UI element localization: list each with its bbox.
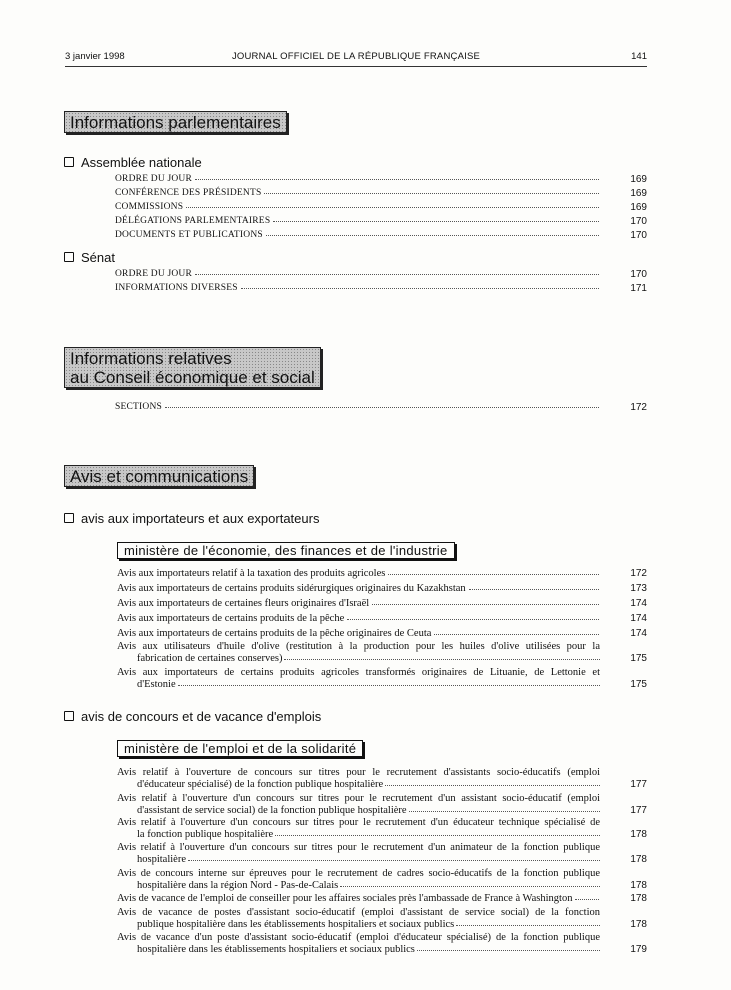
section-box-parlementaires bbox=[64, 111, 287, 133]
toc-row[interactable] bbox=[115, 268, 647, 281]
header-page-number: 141 bbox=[631, 51, 647, 62]
leader-dots bbox=[266, 234, 599, 236]
toc-label-line2-wrap bbox=[117, 854, 600, 866]
toc-page: 174 bbox=[630, 628, 647, 639]
leader-dots bbox=[241, 287, 599, 289]
toc-page: 170 bbox=[630, 269, 647, 280]
toc-label: CONFÉRENCE DES PRÉSIDENTS bbox=[115, 188, 262, 198]
section-box-avis bbox=[64, 465, 254, 487]
toc-label-line2-wrap bbox=[117, 880, 600, 892]
toc-page: 178 bbox=[630, 853, 647, 865]
toc-label-line2: publique hospitalière dans les établissements hospitaliers et sociaux publics bbox=[137, 918, 455, 930]
toc-label: COMMISSIONS bbox=[115, 202, 184, 212]
toc-row[interactable] bbox=[115, 282, 647, 295]
toc-row[interactable] bbox=[117, 627, 647, 640]
toc-page: 178 bbox=[630, 893, 647, 904]
toc-label: INFORMATIONS DIVERSES bbox=[115, 283, 238, 293]
toc-row-multiline[interactable] bbox=[117, 767, 647, 790]
section-box-ces bbox=[64, 347, 321, 388]
toc-row-multiline[interactable] bbox=[117, 793, 647, 816]
toc-label-line2: la fonction publique hospitalière bbox=[137, 828, 274, 840]
toc-page: 178 bbox=[630, 828, 647, 840]
leader-dots bbox=[347, 618, 599, 620]
toc-label-line1: Avis relatif à l'ouverture d'un concours sur titres pour le recrutement d'un animateur de la fonction publique bbox=[117, 842, 600, 853]
toc-page: 179 bbox=[630, 943, 647, 955]
toc-label-line2-wrap bbox=[117, 653, 600, 665]
leader-dots bbox=[340, 885, 600, 887]
toc-label: Avis de vacance de l'emploi de conseiller pour les affaires sociales près l'ambassade de France à Washington bbox=[117, 893, 573, 904]
toc-page: 174 bbox=[630, 598, 647, 609]
toc-label-line2: d'éducateur spécialisé) de la fonction publique hospitalière bbox=[137, 778, 384, 790]
toc-label-line2-wrap bbox=[117, 779, 600, 791]
toc-page: 171 bbox=[630, 283, 647, 294]
toc-page: 175 bbox=[630, 678, 647, 690]
toc-page: 173 bbox=[630, 583, 647, 594]
page-header bbox=[65, 51, 647, 65]
toc-label: Avis aux importateurs de certains produits de la pêche bbox=[117, 613, 345, 624]
toc-label-line2: fabrication de certaines conserves) bbox=[137, 652, 283, 664]
toc-page: 174 bbox=[630, 613, 647, 624]
section-box-title-line2: au Conseil économique et social bbox=[70, 368, 315, 387]
toc-row[interactable] bbox=[115, 229, 647, 242]
toc-label: ORDRE DU JOUR bbox=[115, 269, 193, 279]
heading-label: avis de concours et de vacance d'emplois bbox=[81, 709, 322, 724]
toc-page: 170 bbox=[630, 216, 647, 227]
toc-row[interactable] bbox=[117, 582, 647, 595]
toc-page: 177 bbox=[630, 778, 647, 790]
ministry-box-emploi bbox=[117, 740, 363, 757]
toc-row-multiline[interactable] bbox=[117, 667, 647, 690]
leader-dots bbox=[178, 684, 600, 686]
header-journal-title: JOURNAL OFFICIEL DE LA RÉPUBLIQUE FRANÇAISE bbox=[231, 51, 481, 62]
toc-row[interactable] bbox=[115, 215, 647, 228]
leader-dots bbox=[456, 924, 600, 926]
heading-label: Assemblée nationale bbox=[81, 155, 202, 170]
toc-label-line1: Avis relatif à l'ouverture d'un concours sur titres pour le recrutement d'un éducateur technique spécialisé de bbox=[117, 817, 600, 828]
toc-row[interactable] bbox=[115, 187, 647, 200]
leader-dots bbox=[388, 573, 599, 575]
ministry-label: ministère de l'économie, des finances et de l'industrie bbox=[124, 543, 448, 558]
toc-page: 178 bbox=[630, 918, 647, 930]
heading-importateurs bbox=[64, 511, 319, 527]
toc-label-line2: hospitalière bbox=[137, 853, 186, 865]
checkbox-icon bbox=[64, 252, 74, 262]
toc-row[interactable] bbox=[117, 597, 647, 610]
toc-row[interactable] bbox=[115, 401, 647, 414]
toc-page: 177 bbox=[630, 804, 647, 816]
toc-label-line1: Avis aux utilisateurs d'huile d'olive (restitution à la production pour les huiles d'olive utilisées pour la bbox=[117, 641, 600, 652]
ministry-label: ministère de l'emploi et de la solidarité bbox=[124, 741, 357, 756]
section-box-title: Informations parlementaires bbox=[70, 113, 281, 132]
toc-label-line2: d'assistant de service social) de la fonction publique hospitalière bbox=[137, 804, 407, 816]
toc-row-multiline[interactable] bbox=[117, 817, 647, 840]
heading-label: Sénat bbox=[81, 250, 115, 265]
toc-label-line1: Avis de concours interne sur épreuves pour le recrutement de cadres socio-éducatifs de la fonction publique bbox=[117, 868, 600, 879]
toc-row-multiline[interactable] bbox=[117, 868, 647, 891]
leader-dots bbox=[385, 784, 600, 786]
heading-assemblee bbox=[64, 155, 202, 171]
toc-label: Avis aux importateurs de certains produits de la pêche originaires de Ceuta bbox=[117, 628, 432, 639]
leader-dots bbox=[188, 859, 600, 861]
leader-dots bbox=[372, 603, 599, 605]
toc-label: Avis aux importateurs de certains produits sidérurgiques originaires du Kazakhstan bbox=[117, 583, 466, 594]
toc-page: 178 bbox=[630, 879, 647, 891]
toc-label-line2-wrap bbox=[117, 805, 600, 817]
leader-dots bbox=[275, 834, 600, 836]
leader-dots bbox=[264, 192, 599, 194]
toc-page: 169 bbox=[630, 188, 647, 199]
checkbox-icon bbox=[64, 513, 74, 523]
leader-dots bbox=[195, 178, 599, 180]
toc-row[interactable] bbox=[117, 567, 647, 580]
toc-label-line2-wrap bbox=[117, 829, 600, 841]
heading-label: avis aux importateurs et aux exportateurs bbox=[81, 511, 320, 526]
toc-row-multiline[interactable] bbox=[117, 932, 647, 955]
toc-page: 169 bbox=[630, 174, 647, 185]
toc-label-line2: d'Estonie bbox=[137, 678, 176, 690]
header-rule bbox=[65, 66, 647, 67]
toc-row-multiline[interactable] bbox=[117, 641, 647, 664]
toc-row[interactable] bbox=[117, 612, 647, 625]
toc-label-line1: Avis de vacance d'un poste d'assistant socio-éducatif (emploi d'éducateur spécialisé) de la fonction publique bbox=[117, 932, 600, 943]
toc-label-line2: hospitalière dans les établissements hospitaliers et sociaux publics bbox=[137, 943, 415, 955]
ministry-box-economie bbox=[117, 542, 455, 559]
toc-label: SECTIONS bbox=[115, 402, 162, 412]
toc-label: Avis aux importateurs de certaines fleurs originaires d'Israël bbox=[117, 598, 370, 609]
toc-label: DÉLÉGATIONS PARLEMENTAIRES bbox=[115, 216, 271, 226]
toc-row[interactable] bbox=[117, 892, 647, 905]
section-box-title: Avis et communications bbox=[70, 467, 249, 486]
header-date: 3 janvier 1998 bbox=[65, 51, 125, 62]
toc-page: 172 bbox=[630, 568, 647, 579]
toc-page: 170 bbox=[630, 230, 647, 241]
toc-label-line2-wrap bbox=[117, 919, 600, 931]
toc-page: 175 bbox=[630, 652, 647, 664]
toc-row[interactable] bbox=[115, 201, 647, 214]
section-box-title-line1: Informations relatives bbox=[70, 349, 232, 368]
leader-dots bbox=[195, 273, 599, 275]
toc-page: 169 bbox=[630, 202, 647, 213]
leader-dots bbox=[575, 898, 599, 900]
toc-label: DOCUMENTS ET PUBLICATIONS bbox=[115, 230, 263, 240]
toc-label-line1: Avis relatif à l'ouverture de concours sur titres pour le recrutement d'assistants socio-éducatifs (emploi bbox=[117, 767, 600, 778]
toc-label-line2-wrap bbox=[117, 944, 600, 956]
toc-label-line1: Avis relatif à l'ouverture d'un concours sur titres pour le recrutement d'un assistant socio-éducatif (emploi bbox=[117, 793, 600, 804]
leader-dots bbox=[165, 406, 599, 408]
leader-dots bbox=[409, 810, 600, 812]
checkbox-icon bbox=[64, 157, 74, 167]
leader-dots bbox=[273, 220, 599, 222]
heading-concours bbox=[64, 709, 321, 725]
leader-dots bbox=[284, 658, 600, 660]
leader-dots bbox=[469, 588, 599, 590]
leader-dots bbox=[434, 633, 599, 635]
toc-label-line1: Avis aux importateurs de certains produits agricoles transformés originaires de Lituanie, de Lettonie et bbox=[117, 667, 600, 678]
toc-row-multiline[interactable] bbox=[117, 842, 647, 865]
toc-label-line2-wrap bbox=[117, 679, 600, 691]
leader-dots bbox=[186, 206, 599, 208]
toc-row[interactable] bbox=[115, 173, 647, 186]
toc-row-multiline[interactable] bbox=[117, 907, 647, 930]
toc-label-line2: hospitalière dans la région Nord - Pas-de-Calais bbox=[137, 879, 339, 891]
heading-senat bbox=[64, 250, 115, 266]
toc-label: ORDRE DU JOUR bbox=[115, 174, 193, 184]
checkbox-icon bbox=[64, 711, 74, 721]
toc-label-line1: Avis de vacance de postes d'assistant socio-éducatif (emploi d'assistant de service social) de la fonction bbox=[117, 907, 600, 918]
toc-label: Avis aux importateurs relatif à la taxation des produits agricoles bbox=[117, 568, 386, 579]
leader-dots bbox=[417, 949, 600, 951]
toc-page: 172 bbox=[630, 402, 647, 413]
